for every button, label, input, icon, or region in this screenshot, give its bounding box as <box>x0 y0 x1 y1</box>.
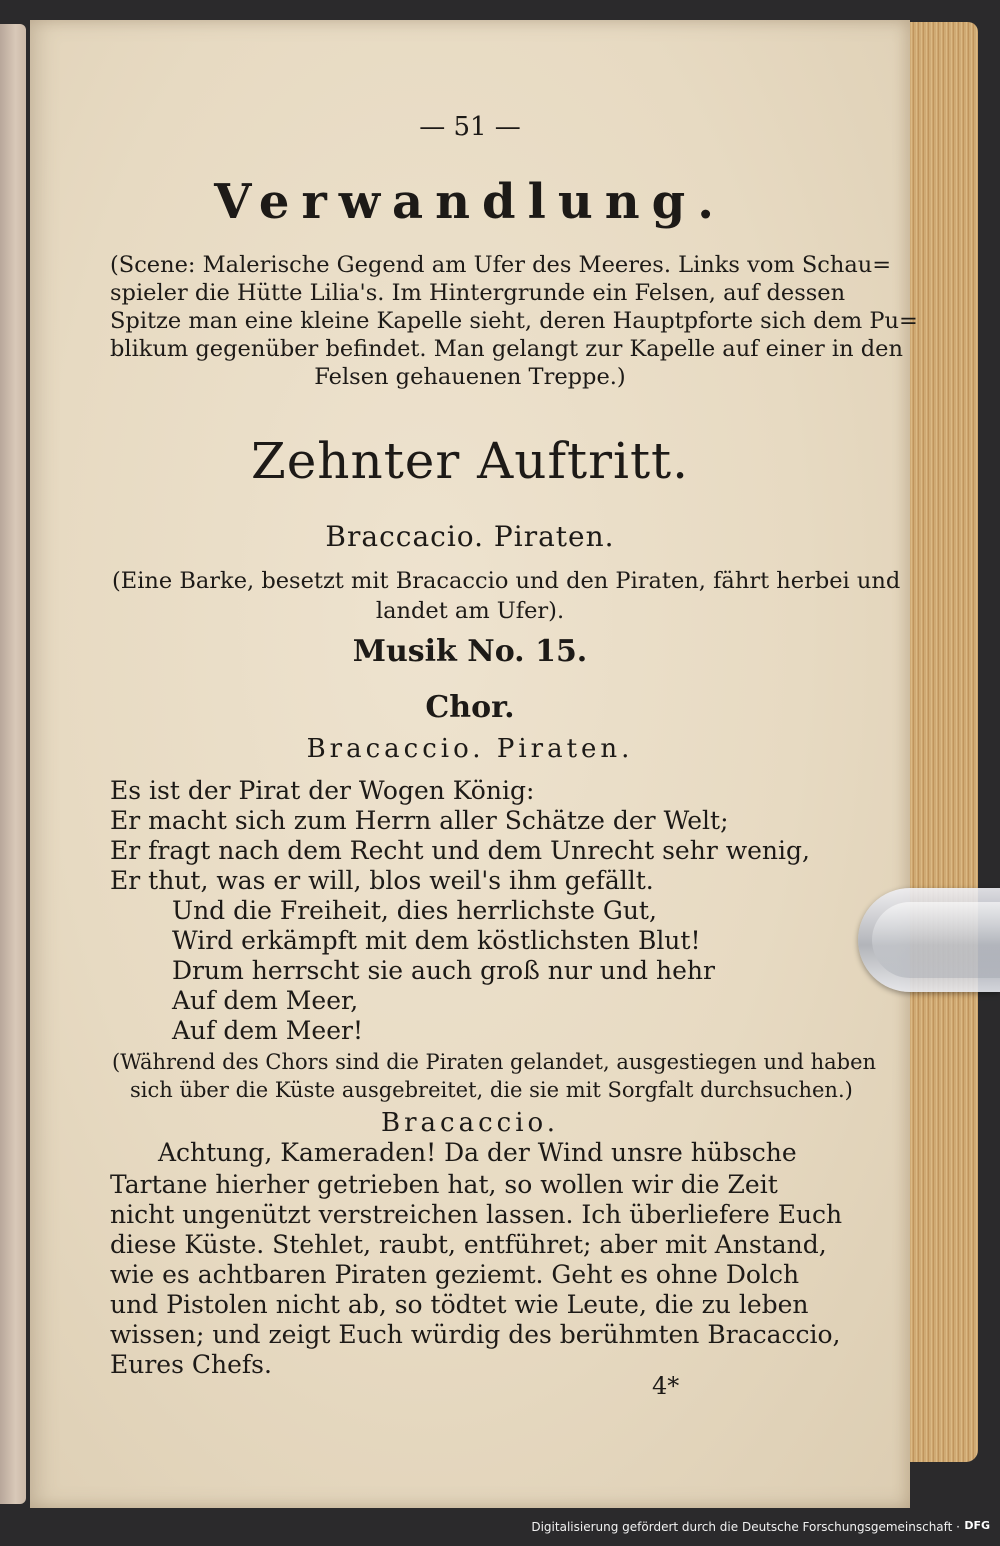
speaker-label: Bracaccio. Piraten. <box>306 734 634 764</box>
stage-direction-line: landet am Ufer). <box>375 598 565 624</box>
verse-line: Wird erkämpft mit dem köstlichsten Blut! <box>172 926 701 955</box>
signature-mark: 4* <box>652 1372 680 1400</box>
footer-bar <box>0 1510 1000 1546</box>
stage-direction-line: spieler die Hütte Lilia's. Im Hintergrunde ein Felsen, auf dessen <box>110 280 846 306</box>
stage-direction-line: (Eine Barke, besetzt mit Bracaccio und den Piraten, fährt herbei und <box>112 568 901 594</box>
prose-line: Achtung, Kameraden! Da der Wind unsre hübsche <box>158 1138 797 1167</box>
stage-direction-line: (Scene: Malerische Gegend am Ufer des Meeres. Links vom Schau= <box>110 252 892 278</box>
page-edges <box>900 22 978 1462</box>
stage-direction-line: sich über die Küste ausgebreitet, die sie mit Sorgfalt durchsuchen.) <box>130 1078 853 1102</box>
prose-line: wie es achtbaren Piraten geziemt. Geht es ohne Dolch <box>110 1260 800 1289</box>
facing-page-edge <box>0 24 26 1504</box>
verse-line: Und die Freiheit, dies herrlichste Gut, <box>172 896 657 925</box>
music-number: Musik No. 15. <box>352 634 588 669</box>
prose-line: wissen; und zeigt Euch würdig des berühmten Bracaccio, <box>110 1320 841 1349</box>
speaker-label: Bracaccio. <box>381 1108 559 1138</box>
page-number: — 51 — <box>419 112 521 142</box>
verse-line: Drum herrscht sie auch groß nur und hehr <box>172 956 715 985</box>
prose-line: Tartane hierher getrieben hat, so wollen wir die Zeit <box>110 1170 778 1199</box>
prose-line: diese Küste. Stehlet, raubt, entführet; aber mit Anstand, <box>110 1230 827 1259</box>
prose-line: und Pistolen nicht ab, so tödtet wie Leute, die zu leben <box>110 1290 809 1319</box>
book-page <box>30 20 918 1508</box>
verse-line: Er thut, was er will, blos weil's ihm gefällt. <box>110 866 654 895</box>
funding-note: Digitalisierung gefördert durch die Deutsche Forschungsgemeinschaft · <box>531 1520 960 1534</box>
stage-direction-line: Spitze man eine kleine Kapelle sieht, deren Hauptpforte sich dem Pu= <box>110 308 918 334</box>
verse-line: Es ist der Pirat der Wogen König: <box>110 776 535 805</box>
chorus-title: Chor. <box>425 690 515 725</box>
prose-line: nicht ungenützt verstreichen lassen. Ich überliefere Euch <box>110 1200 843 1229</box>
stage-direction-line: (Während des Chors sind die Piraten gelandet, ausgestiegen und haben <box>112 1050 877 1074</box>
section-heading: Verwandlung. <box>214 174 726 230</box>
scene-persons: Braccacio. Piraten. <box>325 520 615 553</box>
verse-line: Auf dem Meer! <box>172 1016 363 1045</box>
page-clip <box>858 888 1000 992</box>
page-clip-highlight <box>872 902 1000 978</box>
verse-line: Er fragt nach dem Recht und dem Unrecht sehr wenig, <box>110 836 810 865</box>
scene-title: Zehnter Auftritt. <box>250 432 690 490</box>
verse-line: Er macht sich zum Herrn aller Schätze der Welt; <box>110 806 729 835</box>
prose-line: Eures Chefs. <box>110 1350 272 1379</box>
stage-direction-line: blikum gegenüber befindet. Man gelangt zur Kapelle auf einer in den <box>110 336 903 362</box>
verse-line: Auf dem Meer, <box>172 986 359 1015</box>
dfg-logo: DFG <box>964 1519 990 1532</box>
stage-direction-line: Felsen gehauenen Treppe.) <box>314 364 626 390</box>
